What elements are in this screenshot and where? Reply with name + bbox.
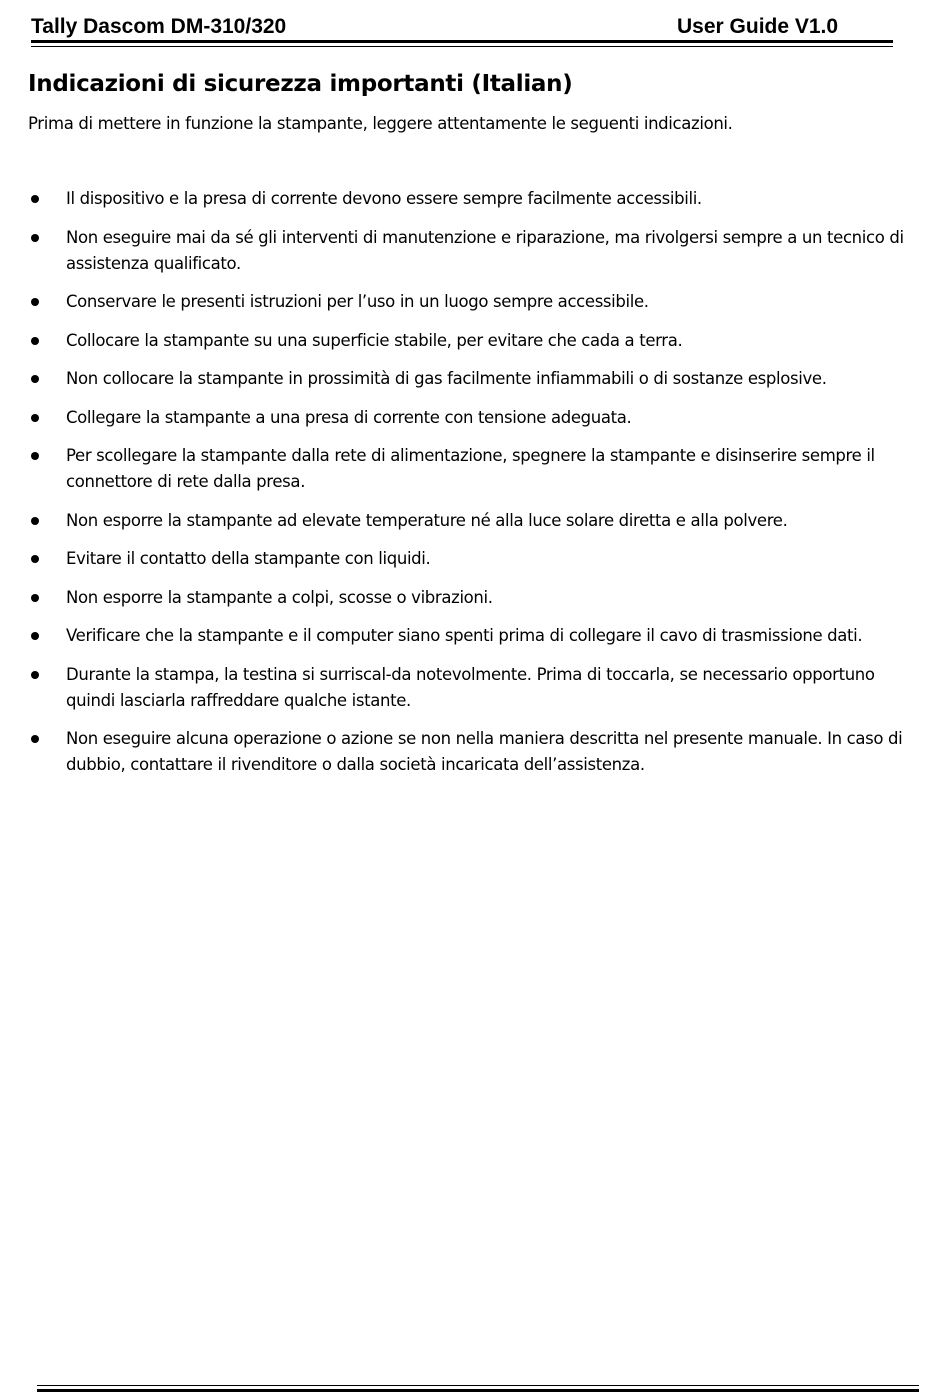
bullet-icon (31, 375, 39, 383)
list-item-text: Evitare il contatto della stampante con liquidi. (66, 549, 431, 568)
bullet-icon (31, 632, 39, 640)
bullet-icon (31, 234, 39, 242)
list-item (28, 726, 908, 778)
list-item-text: Il dispositivo e la presa di corrente devono essere sempre facilmente accessibili. (66, 189, 702, 208)
list-item-text: Non eseguire alcuna operazione o azione se non nella maniera descritta nel presente manuale. In caso di dubbio, contattare il rivenditore o dalla società incaricata dell’assistenza. (66, 729, 903, 774)
list-item (28, 508, 908, 534)
list-item (28, 328, 908, 354)
list-item (28, 443, 908, 495)
bullet-icon (31, 555, 39, 563)
bullet-icon (31, 671, 39, 679)
list-item-text: Non esporre la stampante a colpi, scosse o vibrazioni. (66, 587, 493, 607)
list-item (28, 405, 908, 431)
list-item (28, 366, 908, 392)
page-content (28, 66, 908, 791)
list-item (28, 225, 908, 277)
list-item-text: Non eseguire mai da sé gli interventi di manutenzione e riparazione, ma rivolgersi sempre a un tecnico di assistenza qualificato. (66, 227, 904, 273)
list-item (28, 662, 908, 714)
list-item-text: Collocare la stampante su una superficie stabile, per evitare che cada a terra. (66, 330, 683, 350)
intro-paragraph: Prima di mettere in funzione la stampante, leggere attentamente le seguenti indicazioni. (28, 114, 733, 133)
list-item-text: Non collocare la stampante in prossimità di gas facilmente infiammabili o di sostanze esplosive. (66, 369, 827, 388)
bullet-icon (31, 414, 39, 422)
bullet-icon (31, 735, 39, 743)
safety-instructions-list (28, 186, 908, 778)
footer-double-rule (37, 1385, 919, 1392)
list-item-text: Collegare la stampante a una presa di corrente con tensione adeguata. (66, 407, 632, 427)
bullet-icon (31, 452, 39, 460)
list-item-text: Per scollegare la stampante dalla rete di alimentazione, spegnere la stampante e disinserire sempre il connettore di rete dalla presa. (66, 446, 875, 491)
list-item (28, 623, 908, 649)
list-item-text: Verificare che la stampante e il computer siano spenti prima di collegare il cavo di trasmissione dati. (66, 626, 863, 645)
page-title: Indicazioni di sicurezza importanti (Italian) (28, 71, 573, 97)
page-header (31, 12, 895, 42)
list-item (28, 546, 908, 572)
bullet-icon (31, 594, 39, 602)
header-product-name: Tally Dascom DM-310/320 (31, 15, 287, 38)
list-item-text: Non esporre la stampante ad elevate temperature né alla luce solare diretta e alla polvere. (66, 510, 788, 530)
header-document-version: User Guide V1.0 (677, 15, 839, 38)
list-item-text: Durante la stampa, la testina si surriscal-da notevolmente. Prima di toccarla, se necessario opportuno quindi lasciarla raffreddare qualche istante. (66, 664, 875, 710)
bullet-icon (31, 298, 39, 306)
header-double-rule (31, 40, 893, 47)
bullet-icon (31, 517, 39, 525)
bullet-icon (31, 195, 39, 203)
list-item (28, 289, 908, 315)
list-item-text: Conservare le presenti istruzioni per l’uso in un luogo sempre accessibile. (66, 292, 649, 311)
list-item (28, 186, 908, 212)
list-item (28, 585, 908, 611)
bullet-icon (31, 337, 39, 345)
